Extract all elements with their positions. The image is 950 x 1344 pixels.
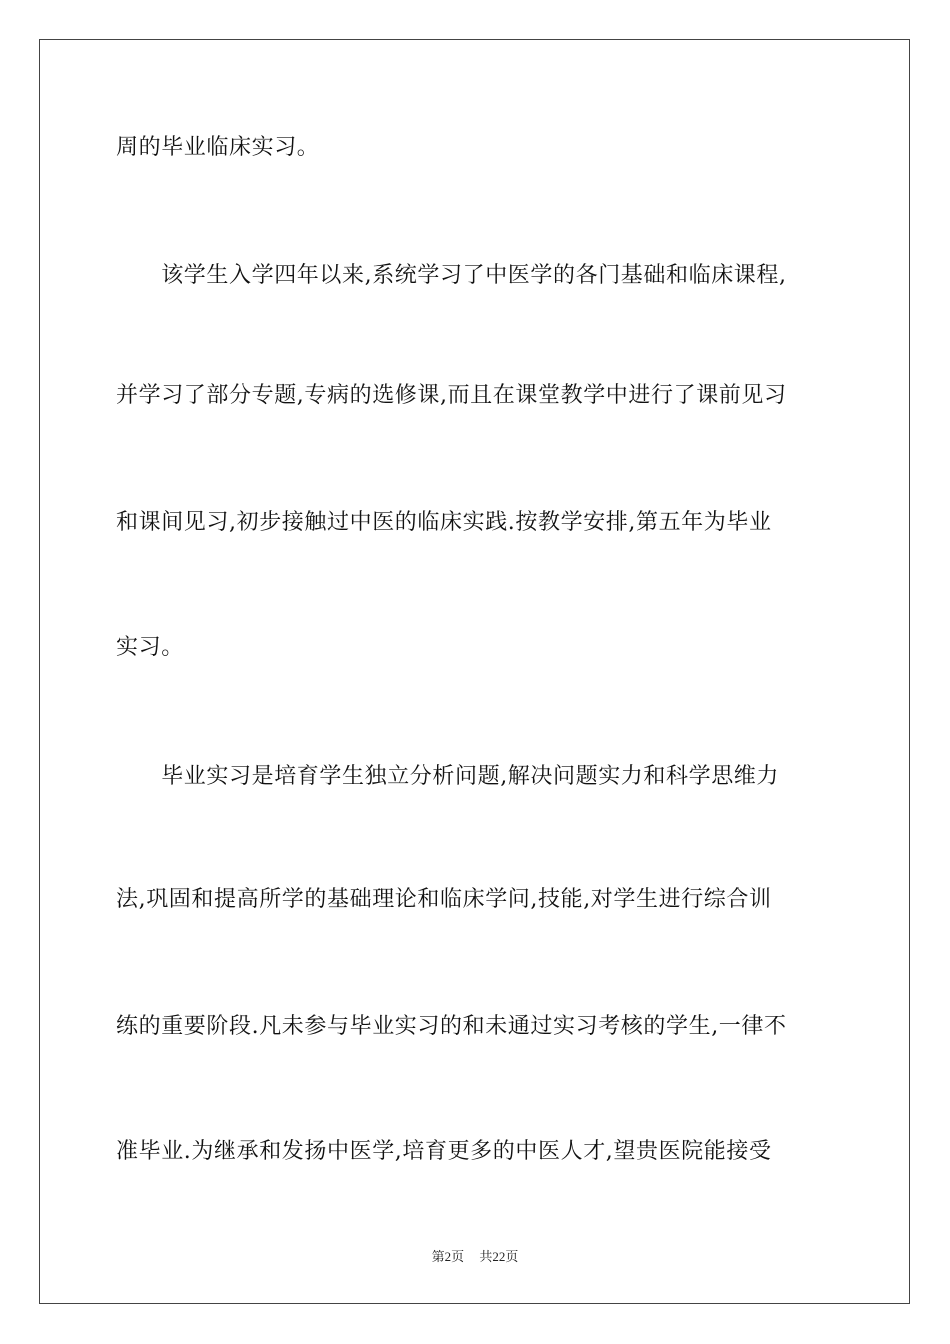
text-line: 毕业实习是培育学生独立分析问题,解决问题实力和科学思维力 xyxy=(116,764,779,789)
text-line: 并学习了部分专题,专病的选修课,而且在课堂教学中进行了课前见习 xyxy=(116,383,787,408)
text-line: 周的毕业临床实习。 xyxy=(116,135,320,160)
page-footer xyxy=(0,1246,950,1265)
page-frame xyxy=(39,39,910,1304)
text-line: 法,巩固和提高所学的基础理论和临床学问,技能,对学生进行综合训 xyxy=(116,887,772,912)
text-line: 准毕业.为继承和发扬中医学,培育更多的中医人才,望贵医院能接受 xyxy=(116,1139,772,1164)
page-number-total: 共22页 xyxy=(479,1249,519,1264)
page-number-current: 第2页 xyxy=(431,1249,465,1264)
text-line: 该学生入学四年以来,系统学习了中医学的各门基础和临床课程, xyxy=(116,263,787,288)
text-line: 和课间见习,初步接触过中医的临床实践.按教学安排,第五年为毕业 xyxy=(116,510,772,535)
text-line: 练的重要阶段.凡未参与毕业实习的和未通过实习考核的学生,一律不 xyxy=(116,1014,787,1039)
text-line: 实习。 xyxy=(116,635,184,660)
